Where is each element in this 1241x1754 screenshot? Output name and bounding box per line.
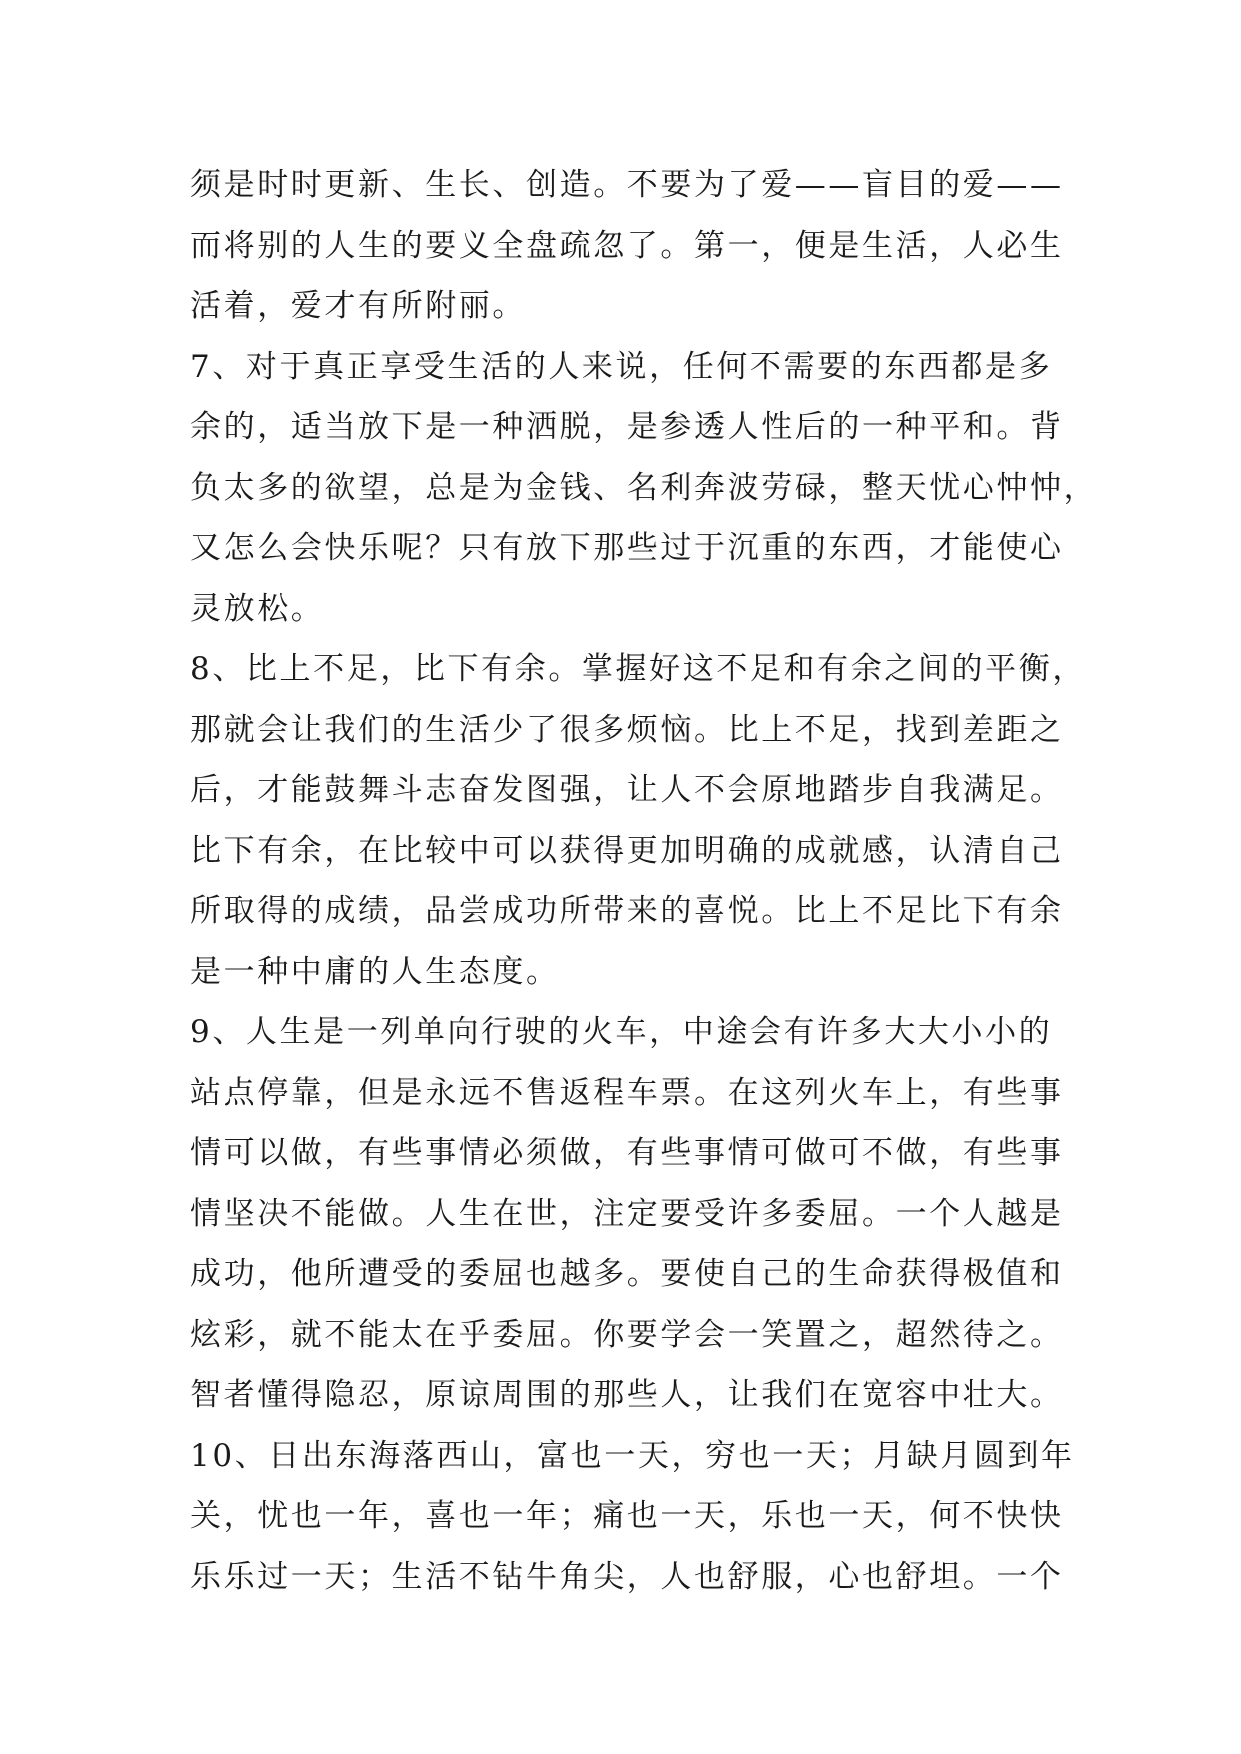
text-line: 所取得的成绩，品尝成功所带来的喜悦。比上不足比下有余	[190, 893, 1064, 929]
text-line: 灵放松。	[190, 590, 325, 627]
text-line: 7、对于真正享受生活的人来说，任何不需要的东西都是多	[190, 348, 1053, 385]
text-line: 活着，爱才有所附丽。	[190, 288, 526, 324]
text-line: 成功，他所遭受的委屈也越多。要使自己的生命获得极值和	[190, 1256, 1064, 1292]
text-line: 情可以做，有些事情必须做，有些事情可做可不做，有些事	[190, 1135, 1064, 1171]
text-line: 又怎么会快乐呢？只有放下那些过于沉重的东西，才能使心	[190, 530, 1064, 566]
text-line: 余的，适当放下是一种洒脱，是参透人性后的一种平和。背	[190, 409, 1064, 445]
text-line: 8、比上不足，比下有余。掌握好这不足和有余之间的平衡，	[190, 651, 1086, 687]
text-line: 10、日出东海落西山，富也一天，穷也一天；月缺月圆到年	[190, 1437, 1075, 1474]
text-line: 智者懂得隐忍，原谅周围的那些人，让我们在宽容中壮大。	[190, 1377, 1064, 1413]
body-text	[190, 155, 1098, 1607]
text-line: 9、人生是一列单向行驶的火车，中途会有许多大大小小的	[190, 1014, 1053, 1050]
text-line: 关，忧也一年，喜也一年；痛也一天，乐也一天，何不快快	[190, 1498, 1064, 1534]
text-line: 后，才能鼓舞斗志奋发图强，让人不会原地踏步自我满足。	[190, 772, 1064, 808]
text-line: 站点停靠，但是永远不售返程车票。在这列火车上，有些事	[190, 1074, 1064, 1111]
text-line: 是一种中庸的人生态度。	[190, 953, 560, 990]
text-line: 负太多的欲望，总是为金钱、名利奔波劳碌，整天忧心忡忡，	[190, 469, 1098, 506]
text-line: 而将别的人生的要义全盘疏忽了。第一，便是生活，人必生	[190, 227, 1064, 264]
text-line: 炫彩，就不能太在乎委屈。你要学会一笑置之，超然待之。	[190, 1316, 1064, 1353]
text-line: 情坚决不能做。人生在世，注定要受许多委屈。一个人越是	[190, 1195, 1064, 1232]
text-line: 乐乐过一天；生活不钻牛角尖，人也舒服，心也舒坦。一个	[190, 1558, 1064, 1595]
text-line: 须是时时更新、生长、创造。不要为了爱——盲目的爱——	[190, 167, 1064, 203]
text-line: 那就会让我们的生活少了很多烦恼。比上不足，找到差距之	[190, 711, 1064, 748]
text-line: 比下有余，在比较中可以获得更加明确的成就感，认清自己	[190, 832, 1064, 869]
